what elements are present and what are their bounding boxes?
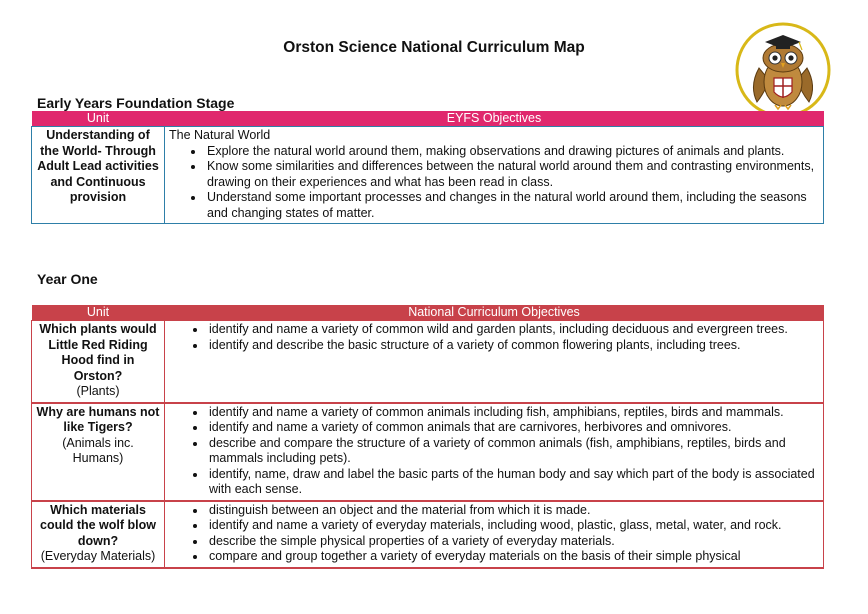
list-item: • identify, name, draw and label the basic parts of the human body and say which part of the body is associated with each sense. xyxy=(207,467,819,498)
table-row xyxy=(32,501,824,568)
year-one-heading: Year One xyxy=(37,271,98,287)
list-item: • identify and name a variety of everyday materials, including wood, plastic, glass, metal, water, and rock. xyxy=(207,518,819,534)
objectives-intro: The Natural World xyxy=(169,128,271,142)
list-item: • compare and group together a variety of everyday materials on the basis of their simple physical xyxy=(207,549,819,565)
unit-cell xyxy=(32,321,165,403)
unit-subtitle: (Animals inc. Humans) xyxy=(62,435,134,465)
unit-title: Understanding of the World- Through Adult Lead activities and Continuous provision xyxy=(37,128,159,204)
list-item: • identify and name a variety of common animals including fish, amphibians, reptiles, birds and mammals. xyxy=(207,405,819,421)
owl-school-crest-icon xyxy=(735,22,831,118)
unit-subtitle: (Everyday Materials) xyxy=(40,549,156,563)
list-item: • identify and name a variety of common animals that are carnivores, herbivores and omnivores. xyxy=(207,420,819,436)
unit-cell xyxy=(32,127,165,224)
unit-title: Which plants would Little Red Riding Hood find in Orston? xyxy=(39,322,157,383)
list-item: • describe and compare the structure of a variety of common animals (fish, amphibians, reptiles, birds and mammals including pets). xyxy=(207,436,819,467)
list-item: • Know some similarities and differences between the natural world around them and contrasting environments, drawing on their experiences and what has been read in class. xyxy=(205,159,819,190)
objectives-cell xyxy=(165,321,824,403)
eyfs-header-row xyxy=(32,111,824,127)
list-item: • Explore the natural world around them, making observations and drawing pictures of animals and plants. xyxy=(205,144,819,160)
unit-cell xyxy=(32,403,165,501)
column-header-unit: Unit xyxy=(32,305,165,321)
document-title: Orston Science National Curriculum Map xyxy=(283,39,585,56)
unit-title: Why are humans not like Tigers? xyxy=(36,404,160,434)
objectives-list xyxy=(169,144,819,222)
year-one-table xyxy=(31,305,824,569)
list-item: • identify and describe the basic structure of a variety of common flowering plants, including trees. xyxy=(207,338,819,354)
column-header-objectives: National Curriculum Objectives xyxy=(165,305,824,321)
list-item: • Understand some important processes and changes in the natural world around them, including the seasons and changing states of matter. xyxy=(205,190,819,221)
table-row xyxy=(32,321,824,403)
list-item: • identify and name a variety of common wild and garden plants, including deciduous and evergreen trees. xyxy=(207,322,819,338)
list-item: • distinguish between an object and the material from which it is made. xyxy=(207,503,819,519)
unit-title: Which materials could the wolf blow down? xyxy=(40,502,156,548)
list-item: • describe the simple physical properties of a variety of everyday materials. xyxy=(207,534,819,550)
objectives-cell xyxy=(165,127,824,224)
objectives-cell xyxy=(165,403,824,501)
year-one-header-row xyxy=(32,305,824,321)
eyfs-table xyxy=(31,111,824,224)
objectives-cell xyxy=(165,501,824,568)
table-row xyxy=(32,403,824,501)
column-header-unit: Unit xyxy=(32,111,165,127)
unit-cell xyxy=(32,501,165,568)
column-header-objectives: EYFS Objectives xyxy=(165,111,824,127)
objectives-list xyxy=(169,503,819,565)
eyfs-heading: Early Years Foundation Stage xyxy=(37,95,235,111)
unit-subtitle: (Plants) xyxy=(76,384,120,398)
objectives-list xyxy=(169,405,819,498)
objectives-list xyxy=(169,322,819,353)
table-row xyxy=(32,127,824,224)
